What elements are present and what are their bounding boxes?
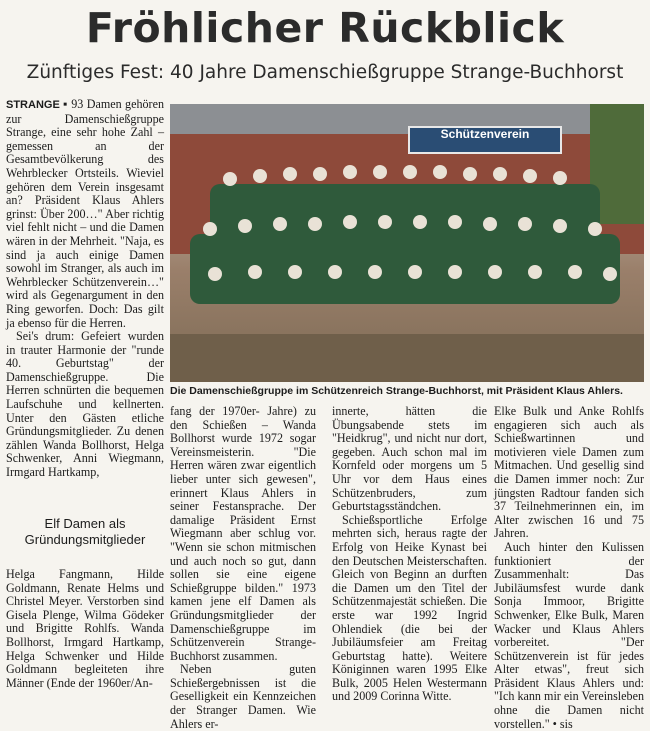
group-photo-illustration (170, 104, 644, 382)
article-headline: Fröhlicher Rückblick (85, 4, 565, 52)
article-subheadline: Zünftiges Fest: 40 Jahre Damenschießgruppe Strange-Buchhorst (26, 62, 624, 83)
paragraph: Auch hinter den Kulissen funktioniert der Zusammenhalt: Das Jubiläumsfest wurde dank Sonja Immoor, Brigitte Schwenker, Elke Bulk, Maren Wacker und Klaus Ahlers vorbereitet. "Der Schützenverein ist für jedes Alter etwas", freut sich Präsident Klaus Ahlers und: "Ich kann mir ein Vereinsleben ohne die Damen nicht vorstellen." • sis (494, 539, 644, 731)
paragraph: fang der 1970er- Jahre) zu den Schießen – Wanda Bollhorst wurde 1972 sogar Vereinsmeisterin. "Die Herren wären zwar eigentlich lieber unter sich gewesen", erinnert Klaus Ahlers in seiner Festansprache. Der damalige Präsident Ernst Wiegmann aber schlug vor. "Wenn sie schon mitmischen und auch noch so gut, dann sollen sie eine eigene Schießgruppe bilden." 1973 kamen jene elf Damen als Gründungsmitglieder der Damenschießgruppe im Schützenverein Strange-Buchhorst zusammen. (170, 404, 316, 663)
text-column-3 (332, 405, 487, 704)
paragraph: innerte, hätten die Übungsabende stets im "Heidkrug", und nicht nur dort, gegeben. Auch schon mal im Kornfeld oder morgens um 5 Uhr vor dem Haus eines Schützenbruders, zum Geburtstagsständchen. (332, 404, 487, 514)
paragraph: Neben guten Schießergebnissen ist die Geselligkeit ein Kennzeichen der Stranger Damen. Wie Ahlers er- (170, 662, 316, 731)
section-subheading: Elf Damen als Gründungsmitglieder (24, 516, 146, 547)
paragraph: Helga Fangmann, Hilde Goldmann, Renate Helms und Christel Meyer. Verstorben sind Gisela Plenge, Wilma Gödeker und Brigitte Rohlfs. Wanda Bollhorst, Irmgard Hartkamp, Helga Schwenker und Hilde Goldmann begleiteten ihre Männer (Ende der 1960er/An- (6, 567, 164, 690)
text-column-1 (6, 98, 164, 480)
text-column-1-bottom (6, 568, 164, 690)
text-column-4 (494, 405, 644, 731)
photo-caption: Die Damenschießgruppe im Schützenreich Strange-Buchhorst, mit Präsident Klaus Ahlers. (170, 385, 623, 397)
photo-sign: Schützenverein (408, 126, 562, 154)
text-column-2 (170, 405, 316, 731)
dateline: STRANGE (6, 99, 60, 111)
paragraph-text: 93 Damen gehören zur Damenschießgruppe Strange, eine sehr hohe Zahl – gemessen an der Gesamtbevölkerung des Wehrblecker Ortsteils. Wieviel gehören dem Verein insgesamt an? Präsident Klaus Ahlers grinst: Über 200…" Aber richtig viel fehlt nicht – und die Damen wären in der Mehrheit. "Naja, es sind ja auch einige Damen sowohl im Stranger, als auch im Wehrblecker Schützenverein…" wird als Gegenargument in den Ring geworfen. Doch: Das gilt ja ebenso für die Herren. (6, 97, 164, 330)
paragraph: Schießsportliche Erfolge mehrten sich, heraus ragte der Erfolg von Heike Kynast bei den Deutschen Meisterschaften. Gleich von Beginn an durften die Damen um den Titel der Schützenmajestät schießen. Die erste war 1992 Ingrid Ohlendiek (die bei der Jubiläumsfeier am Freitag Geburtstag hatte). Weitere Königinnen waren 1995 Elke Bulk, 2005 Helen Westermann und 2009 Corinna Witte. (332, 512, 487, 704)
paragraph: Sei's drum: Gefeiert wurden in trauter Harmonie der "runde 40. Geburtstag" der Damenschießgruppe. Die Herren schnürten die bequemen Laufschuhe und kellnerten. Unter den Gästen etliche Gründungsmitglieder. Zu denen zählen Wanda Bollhorst, Helga Schwenker, Anni Wiegmann, Irmgard Hartkamp, (6, 329, 164, 480)
group-photo (170, 104, 644, 382)
paragraph: Elke Bulk und Anke Rohlfs engagieren sich auch als Schießwartinnen und motivieren viele Damen zum Mitmachen. Und gesellig sind die Damen immer noch: Zur jüngsten Radtour fanden sich 37 Teilnehmerinnen ein, im Alter zwischen 16 und 75 Jahren. (494, 404, 644, 541)
paragraph: STRANGE ▪ 93 Damen gehören zur Damenschießgruppe Strange, eine sehr hohe Zahl – gemessen an der Gesamtbevölkerung des Wehrblecker Ortsteils. Wieviel gehören dem Verein insgesamt an? Präsident Klaus Ahlers grinst: Über 200…" Aber richtig viel fehlt nicht – und die Damen wären in der Mehrheit. "Naja, es sind ja auch einige Damen sowohl im Stranger, als auch im Wehrblecker Schützenverein…" wird als Gegenargument in den Ring geworfen. Doch: Das gilt ja ebenso für die Herren. (6, 97, 164, 330)
